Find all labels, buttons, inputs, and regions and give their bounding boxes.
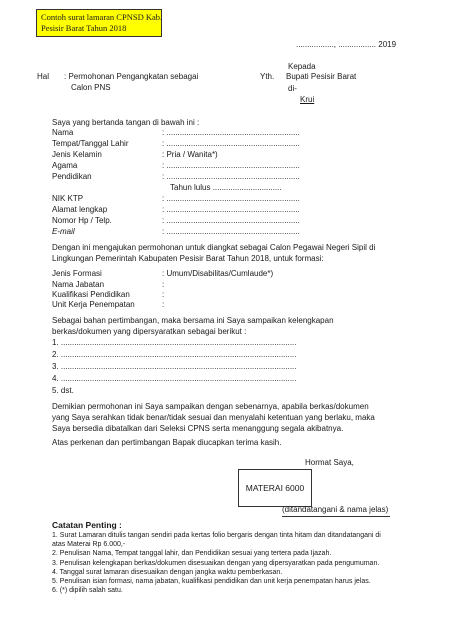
field-label-alamat: Alamat lengkap [52, 205, 108, 214]
formasi-value-jenis: : Umum/Disabilitas/Cumlaude*) [162, 269, 274, 278]
recipient: Bupati Pesisir Barat [286, 72, 357, 81]
formasi-value-kualifikasi: : [162, 290, 165, 299]
hal-label: Hal [37, 72, 50, 81]
field-value-ttl: : ............................................................ [162, 139, 300, 148]
note-item: 6. (*) dipilih salah satu. [52, 587, 123, 594]
field-label-nama: Nama [52, 128, 74, 137]
list-item: 5. dst. [52, 386, 74, 395]
field-value-nomor-hp: : ............................................................ [162, 216, 300, 225]
list-item: 2. .......................................................................................................... [52, 350, 297, 359]
formasi-label-unit: Unit Kerja Penempatan [52, 300, 135, 309]
date-line: ................., ................. 2019 [296, 40, 397, 49]
materai-label: MATERAI 6000 [245, 483, 305, 493]
field-value-alamat: : ............................................................ [162, 205, 300, 214]
signature-note: (ditandatangani & nama jelas) [282, 505, 389, 514]
note-item: 2. Penulisan Nama, Tempat tanggal lahir, dan Pendidikan sesuai yang tertera pada Ijazah. [52, 550, 332, 557]
para1-line1: Dengan ini mengajukan permohonan untuk diangkat sebagai Calon Pegawai Negeri Sipil di [52, 243, 376, 252]
field-label-nomor-hp: Nomor Hp / Telp. [52, 216, 112, 225]
para2-line2: berkas/dokumen yang dipersyaratkan sebagai berikut : [52, 327, 247, 336]
field-label-agama: Agama [52, 161, 78, 170]
yth-label: Yth. [260, 72, 275, 81]
note-item: 5. Penulisan isian formasi, nama jabatan, kualifikasi pendidikan dan unit kerja penempatan harus jelas. [52, 578, 371, 585]
para3-line2: yang Saya serahkan tidak benar/tidak sesuai dan menyalahi ketentuan yang berlaku, maka [52, 413, 375, 422]
formasi-value-unit: : [162, 300, 165, 309]
di-label: di- [288, 84, 297, 93]
list-item: 3. .......................................................................................................... [52, 362, 297, 371]
notes-title: Catatan Penting : [52, 520, 122, 530]
field-label-ttl: Tempat/Tanggal Lahir [52, 139, 129, 148]
field-label-email: E-mail [52, 227, 75, 236]
formasi-label-jenis: Jenis Formasi [52, 269, 102, 278]
field-value-agama: : ............................................................ [162, 161, 300, 170]
field-label-pendidikan: Pendidikan [52, 172, 92, 181]
field-value-nik: : ............................................................ [162, 194, 300, 203]
formasi-label-kualifikasi: Kualifikasi Pendidikan [52, 290, 130, 299]
list-item: 1. .......................................................................................................... [52, 338, 297, 347]
note-item: 1. Surat Lamaran ditulis tangan sendiri pada kertas folio bergaris dengan tinta hitam dan ditandatangani di [52, 532, 381, 539]
closing-text: Atas perkenan dan pertimbangan Bapak diucapkan terima kasih. [52, 438, 282, 447]
field-value-pendidikan: : ............................................................ [162, 172, 300, 181]
hal-line2: Calon PNS [71, 83, 111, 92]
note-item: 3. Penulisan kelengkapan berkas/dokumen disesuaikan dengan yang dipersyaratkan pada pengumuman. [52, 560, 380, 567]
sample-label-line1: Contoh surat lamaran CPNSD Kab. [41, 12, 163, 22]
note-item: atas Materai Rp 6.000,- [52, 541, 126, 548]
signature-line [282, 516, 390, 517]
sample-label-box [36, 9, 162, 37]
field-label-jenis-kelamin: Jenis Kelamin [52, 150, 102, 159]
materai-box [238, 469, 312, 507]
field-value-nama: : ............................................................ [162, 128, 300, 137]
list-item: 4. .......................................................................................................... [52, 374, 297, 383]
intro-text: Saya yang bertanda tangan di bawah ini : [52, 118, 200, 127]
para2-line1: Sebagai bahan pertimbangan, maka bersama ini Saya sampaikan kelengkapan [52, 316, 334, 325]
field-value-email: : ............................................................ [162, 227, 300, 236]
place: Krui [300, 95, 315, 104]
sample-label-line2: Pesisir Barat Tahun 2018 [41, 23, 127, 33]
formasi-value-jabatan: : [162, 280, 165, 289]
regards-text: Hormat Saya, [305, 458, 354, 467]
field-value-jenis-kelamin: : Pria / Wanita*) [162, 150, 218, 159]
para1-line2: Lingkungan Pemerintah Kabupaten Pesisir Barat Tahun 2018, untuk formasi: [52, 254, 324, 263]
formasi-label-jabatan: Nama Jabatan [52, 280, 105, 289]
para3-line1: Demikian permohonan ini Saya sampaikan dengan sebenarnya, apabila berkas/dokumen [52, 402, 369, 411]
note-item: 4. Tanggal surat lamaran disesuaikan dengan jangka waktu pemberkasan. [52, 569, 283, 576]
field-label-nik: NIK KTP [52, 194, 84, 203]
hal-line1: : Permohonan Pengangkatan sebagai [64, 72, 199, 81]
para3-line3: Saya bersedia dibatalkan dari Seleksi CPNS serta menanggung segala akibatnya. [52, 424, 344, 433]
field-value-tahun-lulus: Tahun lulus ............................... [170, 183, 282, 192]
kepada-label: Kepada [288, 62, 316, 71]
